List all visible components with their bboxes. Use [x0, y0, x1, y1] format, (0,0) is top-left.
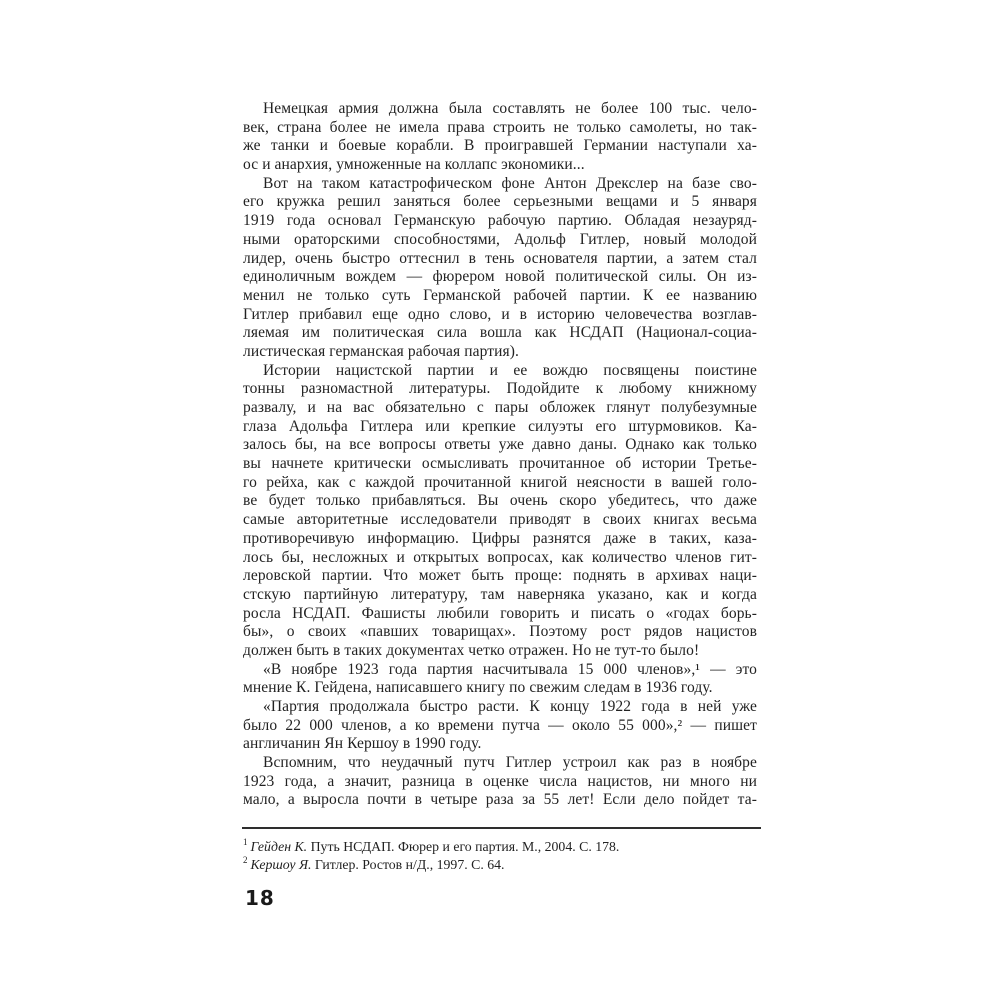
text-line: менил не только суть Германской рабочей партии. К ее названию — [243, 286, 757, 304]
text-line: век, страна более не имела права строить не только самолеты, но так- — [243, 118, 757, 136]
text-line: ными ораторскими способностями, Адольф Гитлер, новый молодой — [243, 230, 757, 248]
text-line: англичанин Ян Кершоу в 1990 году. — [243, 735, 482, 753]
text-line: стскую партийную литературу, там наверняка указано, как и когда — [243, 585, 757, 603]
text-line: противоречивую информацию. Цифры разнятся даже в таких, каза- — [243, 529, 757, 547]
text-line: тонны разномастной литературы. Подойдите к любому книжному — [243, 380, 757, 398]
text-line: мало, а выросла почти в четыре раза за 55 лет! Если дело пойдет та- — [243, 791, 757, 809]
text-line: Гитлер прибавил еще одно слово, и в историю человечества возглав- — [243, 305, 757, 323]
footnote-author: Кершоу Я. — [250, 856, 312, 872]
footnote-separator — [242, 827, 761, 829]
text-line: Немецкая армия должна была составлять не более 100 тыс. чело- — [263, 100, 757, 117]
text-line: «В ноябре 1923 года партия насчитывала 15 000 членов»,¹ — это — [263, 660, 757, 678]
text-line: мнение К. Гейдена, написавшего книгу по свежим следам в 1936 году. — [243, 679, 713, 697]
text-line: было 22 000 членов, а ко времени путча — около 55 000»,² — пишет — [243, 716, 757, 734]
text-line: ве будет только прибавляться. Вы очень скоро убедитесь, что даже — [243, 492, 757, 510]
text-line: росла НСДАП. Фашисты любили говорить и писать о «годах борь- — [243, 604, 757, 622]
footnote-marker: 2 — [243, 855, 248, 865]
text-line: лось бы, несложных и открытых вопросах, как количество членов гит- — [243, 548, 757, 566]
footnotes — [243, 838, 760, 873]
footnote-author: Гейден К. — [250, 839, 308, 854]
text-line: залось бы, на все вопросы ответы уже давно даны. Однако как только — [243, 436, 757, 454]
text-line: ляемая им политическая сила вошла как НСДАП (Национал-социа- — [243, 324, 757, 342]
text-line: Вот на таком катастрофическом фоне Антон Дрекслер на базе сво- — [263, 174, 757, 192]
text-line: Истории нацистской партии и ее вождю посвящены поистине — [263, 361, 757, 379]
text-line: «Партия продолжала быстро расти. К концу 1922 года в ней уже — [263, 698, 757, 715]
text-line: единоличным вождем — фюрером новой политической силы. Он из- — [243, 268, 757, 286]
page-number: 18 — [245, 886, 275, 910]
paragraph — [243, 754, 757, 810]
text-line: леровской партии. Что может быть проще: поднять в архивах наци- — [243, 567, 757, 585]
text-line: глаза Адольфа Гитлера или крепкие силуэты его штурмовиков. Ка- — [243, 417, 757, 435]
text-line: Вспомним, что неудачный путч Гитлер устроил как раз в ноябре — [263, 754, 757, 772]
text-line: листическая германская рабочая партия). — [243, 342, 519, 360]
footnote-text: Путь НСДАП. Фюрер и его партия. М., 2004. С. 178. — [307, 839, 620, 854]
text-line: вы начнете критически осмысливать прочитанное об истории Третье- — [243, 455, 757, 473]
text-line: ос и анархия, умноженные на коллапс экономики... — [243, 156, 585, 174]
footnote — [243, 856, 760, 874]
text-line: должен быть в таких документах четко отражен. Но не тут-то было! — [243, 641, 700, 659]
paragraph — [243, 661, 757, 698]
footnote-marker: 1 — [243, 837, 248, 848]
text-line: 1919 года основал Германскую рабочую партию. Обладая незауряд- — [243, 212, 757, 230]
text-line: бы», о своих «павших товарищах». Поэтому рост рядов нацистов — [243, 623, 757, 641]
text-line: же танки и боевые корабли. В проигравшей Германии наступали ха- — [243, 137, 757, 155]
body-text — [243, 100, 757, 810]
paragraph — [243, 175, 757, 362]
paragraph — [243, 100, 757, 175]
footnote-text: Гитлер. Ростов н/Д., 1997. С. 64. — [311, 856, 505, 872]
footnote — [243, 838, 760, 856]
paragraph — [243, 698, 757, 754]
text-line: его кружка решил заняться более серьезными вещами и 5 января — [243, 193, 757, 211]
text-line: 1923 года, а значит, разница в оценке числа нацистов, ни много ни — [243, 772, 757, 790]
text-line: лидер, очень быстро оттеснил в тень основателя партии, а затем стал — [243, 249, 757, 267]
text-line: самые авторитетные исследователи приводят в своих книгах весьма — [243, 511, 757, 529]
text-line: развалу, и на вас обязательно с пары обложек глянут полубезумные — [243, 399, 757, 416]
paragraph — [243, 362, 757, 661]
text-line: го рейха, как с каждой прочитанной книгой неясности в вашей голо- — [243, 473, 757, 491]
